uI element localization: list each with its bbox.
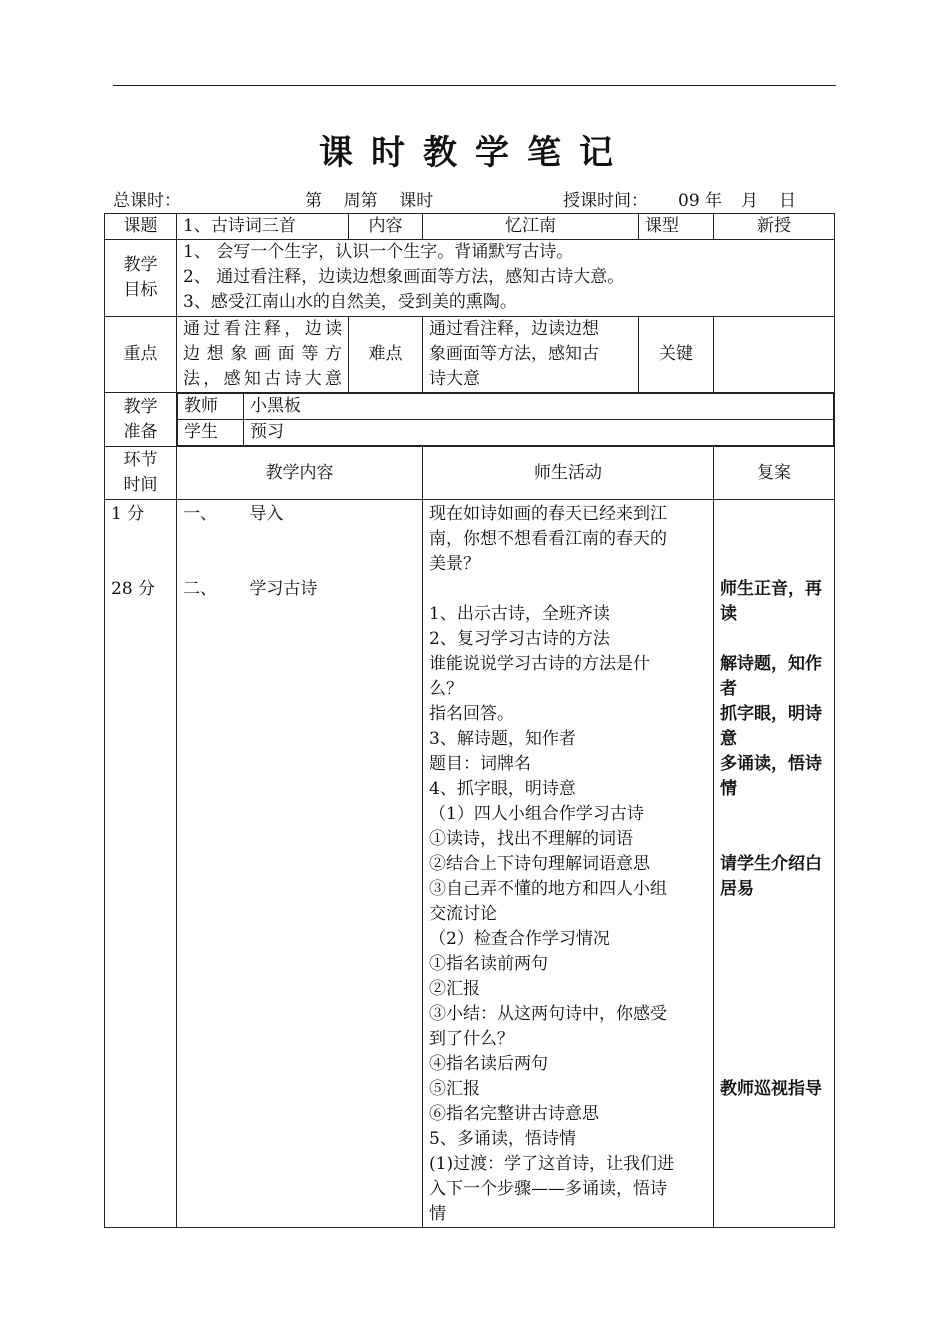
topic-row (105, 214, 835, 240)
prep-teacher-value: 小黑板 (244, 394, 834, 420)
topic-value: 1、古诗词三首 (177, 214, 349, 240)
date-label: 授课时间： (563, 191, 648, 211)
goal-item: 2、 通过看注释，边读边想象画面等方法，感知古诗大意。 (183, 267, 625, 287)
crux-label: 关键 (639, 317, 714, 393)
teaching-content-header: 教学内容 (177, 447, 423, 500)
content-column: 一、 导入 二、 学习古诗 (177, 500, 423, 1228)
goals-list (177, 240, 835, 317)
lesson-type-value: 新授 (714, 214, 835, 240)
date-day: 日 (779, 191, 796, 211)
key-point-label: 重点 (105, 317, 177, 393)
crux-value (714, 317, 835, 393)
time-column: 1 分 28 分 (105, 500, 177, 1228)
focus-row (105, 317, 835, 393)
date-month: 月 (741, 191, 758, 211)
key-point-value: 通过看注释，边读 边想象画面等方 法，感知古诗大意 (177, 317, 349, 393)
difficulty-label: 难点 (349, 317, 423, 393)
goal-item: 3、感受江南山水的自然美，受到美的熏陶。 (183, 292, 517, 312)
prep-student-value: 预习 (244, 420, 834, 446)
prep-teacher-label: 教师 (178, 394, 244, 420)
lesson-plan-table (104, 213, 835, 1228)
prep-row (105, 393, 835, 447)
review-column: 师生正音，再读 解诗题，知作者 抓字眼，明诗意 多诵读，悟诗情 请学生介绍白居易 教师巡视指导 (714, 500, 835, 1228)
total-hours-label: 总课时： (113, 191, 181, 211)
header-rule (113, 85, 836, 86)
goals-label: 教学 目标 (105, 240, 177, 317)
lesson-body-row (105, 500, 835, 1228)
page-title: 课时教学笔记 (319, 133, 631, 173)
week-period-label: 第 周第 课时 (305, 191, 434, 211)
lesson-type-label: 课型 (639, 214, 714, 240)
prep-student-label: 学生 (178, 420, 244, 446)
content-value: 忆江南 (423, 214, 639, 240)
prep-label: 教学 准备 (105, 393, 177, 447)
goal-item: 1、 会写一个生字，认识一个生字。背诵默写古诗。 (183, 242, 574, 262)
activity-column: 现在如诗如画的春天已经来到江 南，你想不想看看江南的春天的 美景？ 1、出示古诗，全班齐读 2、复习学习古诗的方法 谁能说说学习古诗的方法是什 么？ 指名回答。 3、解诗题，知作者 题目：词牌名 4、抓字眼，明诗意 （1）四人小组合作学习古诗 ①读诗，找出不理解的词语 ②结合上下诗句理解词语意思 ③自己弄不懂的地方和四人小组 交流讨论 （2）检查合作学习情况 ①指名读前两句 ②汇报 ③小结：从这两句诗中，你感受 到了什么？ ④指名读后两句 ⑤汇报 ⑥指名完整讲古诗意思 5、多诵读，悟诗情 (1)过渡：学了这首诗，让我们进 入下一个步骤——多诵读，悟诗 情 (423, 500, 714, 1228)
activity-header: 师生活动 (423, 447, 714, 500)
goals-row (105, 240, 835, 317)
topic-label: 课题 (105, 214, 177, 240)
review-header: 复案 (714, 447, 835, 500)
difficulty-value: 通过看注释，边读边想 象画面等方法，感知古 诗大意 (423, 317, 639, 393)
content-label: 内容 (349, 214, 423, 240)
column-header-row (105, 447, 835, 500)
stage-time-header: 环节 时间 (105, 447, 177, 500)
date-year: 09 年 (678, 191, 723, 211)
prep-detail (177, 393, 835, 447)
